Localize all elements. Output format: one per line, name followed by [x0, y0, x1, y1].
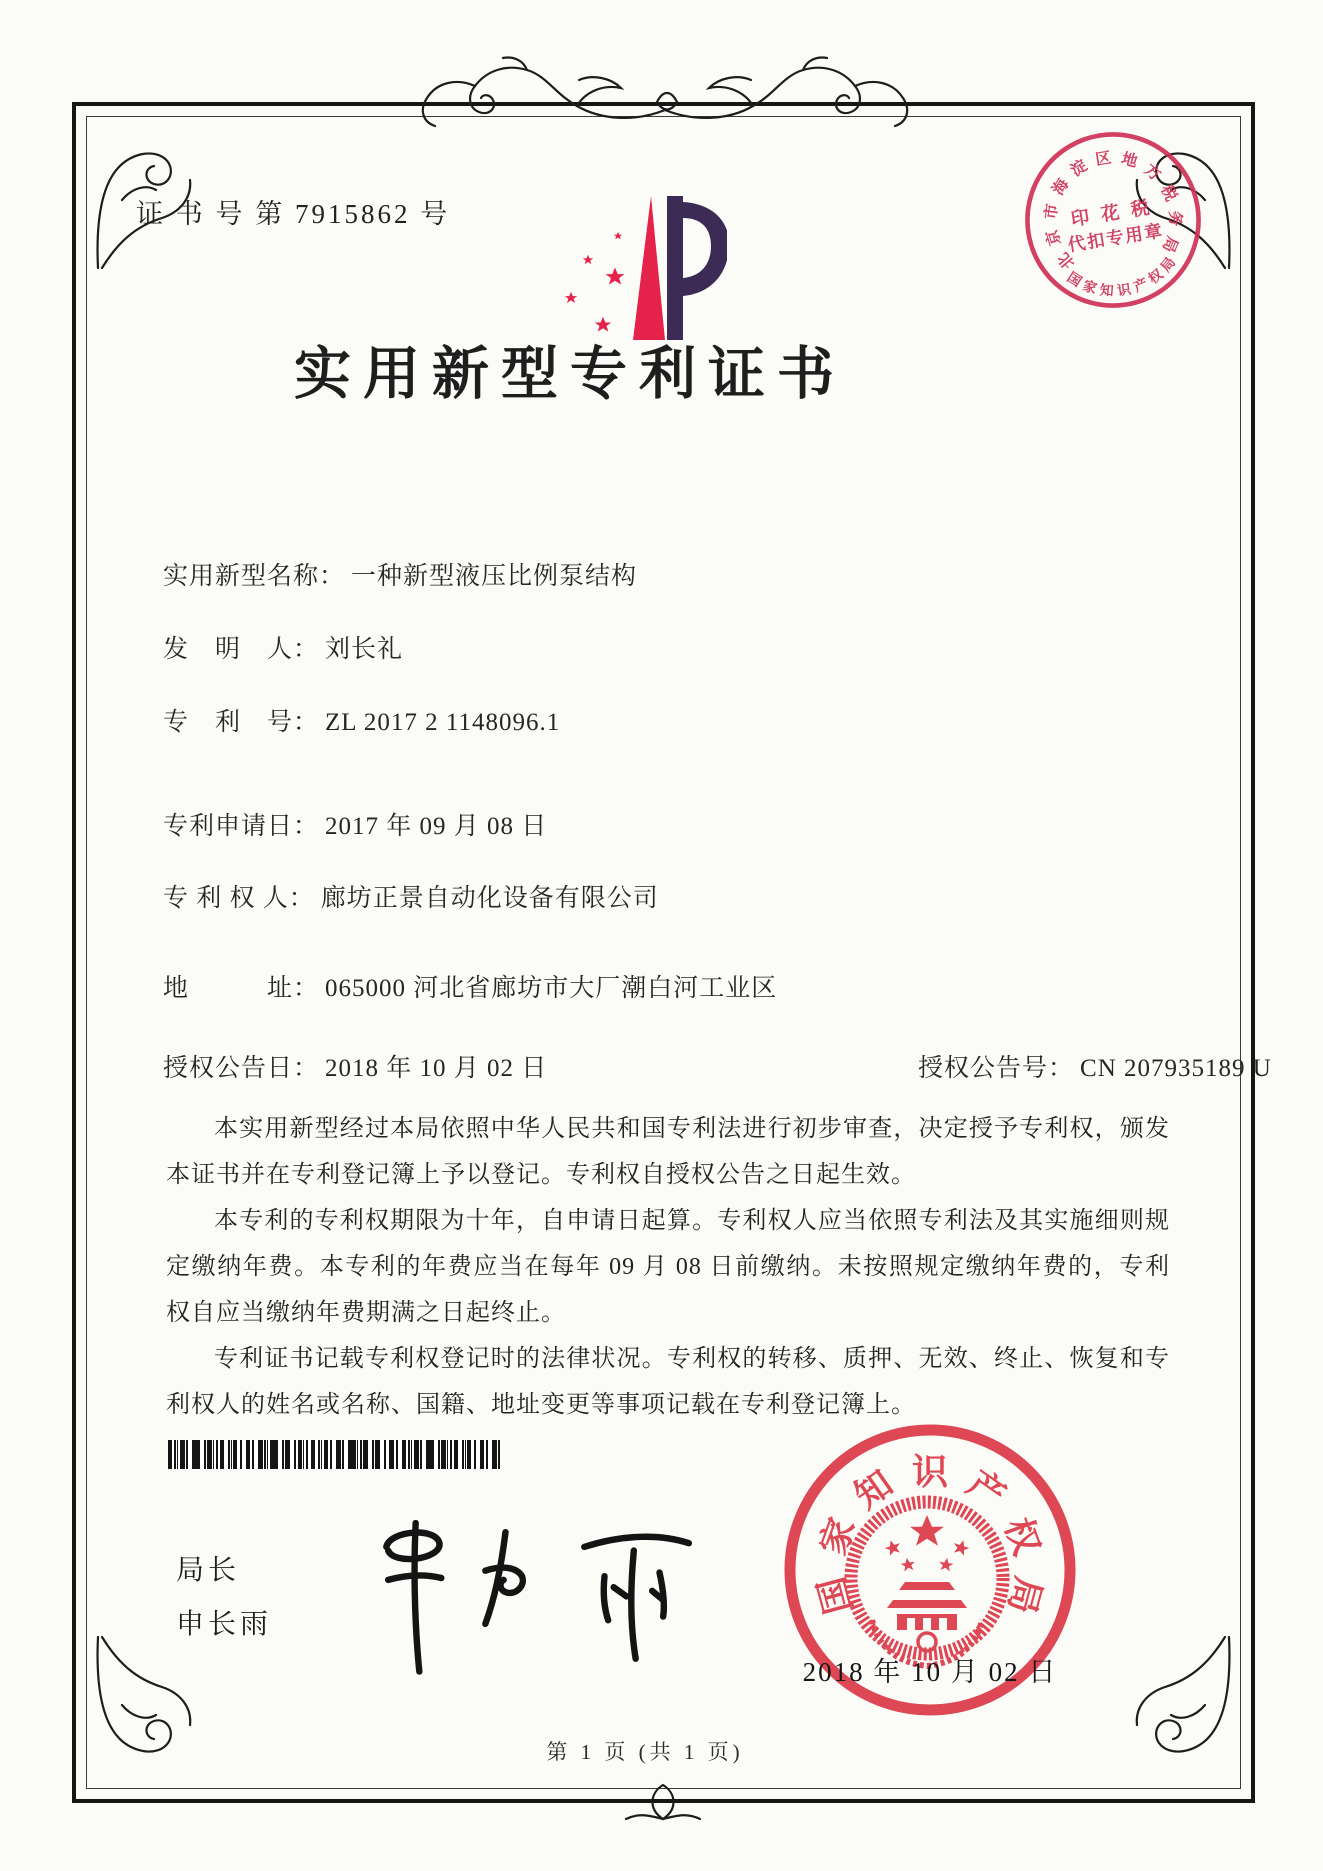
field-row-grant	[163, 1048, 1272, 1084]
field-label: 专 利 号：	[163, 709, 320, 736]
signer-title: 局长	[176, 1555, 241, 1586]
barcode	[168, 1440, 500, 1469]
field-value: 一种新型液压比例泵结构	[351, 563, 638, 590]
field-value: 065000 河北省廊坊市大厂潮白河工业区	[325, 975, 778, 1002]
grant-date-label: 授权公告日：	[163, 1055, 320, 1082]
signature-handwriting	[368, 1498, 698, 1703]
certificate-number: 证 书 号 第 7915862 号	[136, 199, 451, 229]
field-label: 实用新型名称：	[163, 563, 346, 590]
field-row-filing-date	[163, 806, 547, 842]
tax-stamp	[1008, 115, 1219, 326]
svg-text:局: 局	[1158, 233, 1181, 255]
field-value: ZL 2017 2 1148096.1	[325, 709, 561, 736]
field-row-address	[163, 968, 777, 1004]
field-row-patentee	[163, 878, 659, 914]
field-row-patent-number	[163, 702, 560, 738]
svg-text:京: 京	[1043, 227, 1065, 248]
logo-purple-p	[667, 196, 727, 340]
svg-text:局: 局	[1157, 254, 1179, 275]
svg-text:税: 税	[1157, 182, 1180, 204]
signer-name: 申长雨	[176, 1609, 273, 1640]
svg-text:知: 知	[847, 1463, 901, 1517]
seal-national-emblem	[851, 1502, 1003, 1666]
ornament-bottom-center	[618, 1779, 708, 1827]
svg-text:家: 家	[812, 1512, 863, 1561]
grant-number	[918, 1048, 1272, 1084]
field-row-utility-name	[163, 556, 637, 592]
logo-red-wedge	[633, 196, 665, 340]
svg-text:淀: 淀	[1067, 157, 1091, 181]
grant-number-label: 授权公告号：	[918, 1055, 1075, 1082]
tax-stamp-line1: 印 花 税	[1069, 196, 1155, 230]
field-label: 地 址：	[163, 975, 320, 1002]
svg-text:产: 产	[959, 1463, 1013, 1517]
cnipa-logo	[555, 192, 727, 342]
svg-text:识: 识	[911, 1452, 949, 1492]
svg-text:区: 区	[1094, 149, 1113, 169]
svg-text:知: 知	[1099, 282, 1115, 299]
field-label: 专利申请日：	[163, 813, 320, 840]
grant-number-value: CN 207935189 U	[1080, 1055, 1272, 1082]
field-value: 2017 年 09 月 08 日	[325, 813, 548, 840]
field-row-inventor	[163, 629, 403, 665]
svg-text:务: 务	[1165, 210, 1184, 227]
field-label: 发 明 人：	[163, 636, 320, 663]
tax-stamp-line2: 代扣专用章	[1066, 220, 1166, 256]
svg-text:海: 海	[1049, 176, 1073, 199]
certificate-title: 实用新型专利证书	[294, 343, 846, 406]
seal-date: 2018 年 10 月 02 日	[802, 1657, 1058, 1687]
grant-date-value: 2018 年 10 月 02 日	[325, 1055, 548, 1082]
svg-text:方: 方	[1140, 161, 1164, 185]
svg-text:市: 市	[1042, 202, 1062, 221]
svg-text:国: 国	[811, 1572, 860, 1618]
svg-text:产: 产	[1131, 275, 1150, 295]
field-value: 刘长礼	[325, 636, 404, 663]
paragraph-term-and-fees: 本专利的专利权期限为十年，自申请日起算。专利权人应当依照专利法及其实施细则规定缴纳年费。本专利的年费应当在每年 09 月 08 日前缴纳。未按照规定缴纳年费的，专利权自应当缴纳年费期满之日起终止。	[166, 1208, 1170, 1326]
svg-text:权: 权	[1145, 266, 1166, 287]
page-number-footer: 第 1 页 (共 1 页)	[546, 1740, 744, 1764]
body-paragraphs	[166, 1106, 1170, 1428]
logo-stars	[565, 232, 625, 332]
svg-text:识: 识	[1116, 281, 1133, 299]
field-value: 廊坊正景自动化设备有限公司	[320, 885, 659, 912]
svg-text:北: 北	[1055, 248, 1079, 272]
svg-text:地: 地	[1119, 150, 1140, 171]
svg-text:权: 权	[997, 1512, 1048, 1561]
paragraph-legal-status: 专利证书记载专利权登记时的法律状况。专利权的转移、质押、无效、终止、恢复和专利权人的姓名或名称、国籍、地址变更等事项记载在专利登记簿上。	[166, 1346, 1170, 1418]
field-label: 专 利 权 人：	[163, 885, 315, 912]
svg-text:国: 国	[1064, 269, 1085, 290]
paragraph-grant-statement: 本实用新型经过本局依照中华人民共和国专利法进行初步审查，决定授予专利权，颁发本证书并在专利登记簿上予以登记。专利权自授权公告之日起生效。	[166, 1116, 1170, 1188]
dragon-ornament-top	[395, 48, 935, 132]
svg-text:局: 局	[1000, 1572, 1049, 1618]
svg-text:家: 家	[1080, 277, 1099, 297]
